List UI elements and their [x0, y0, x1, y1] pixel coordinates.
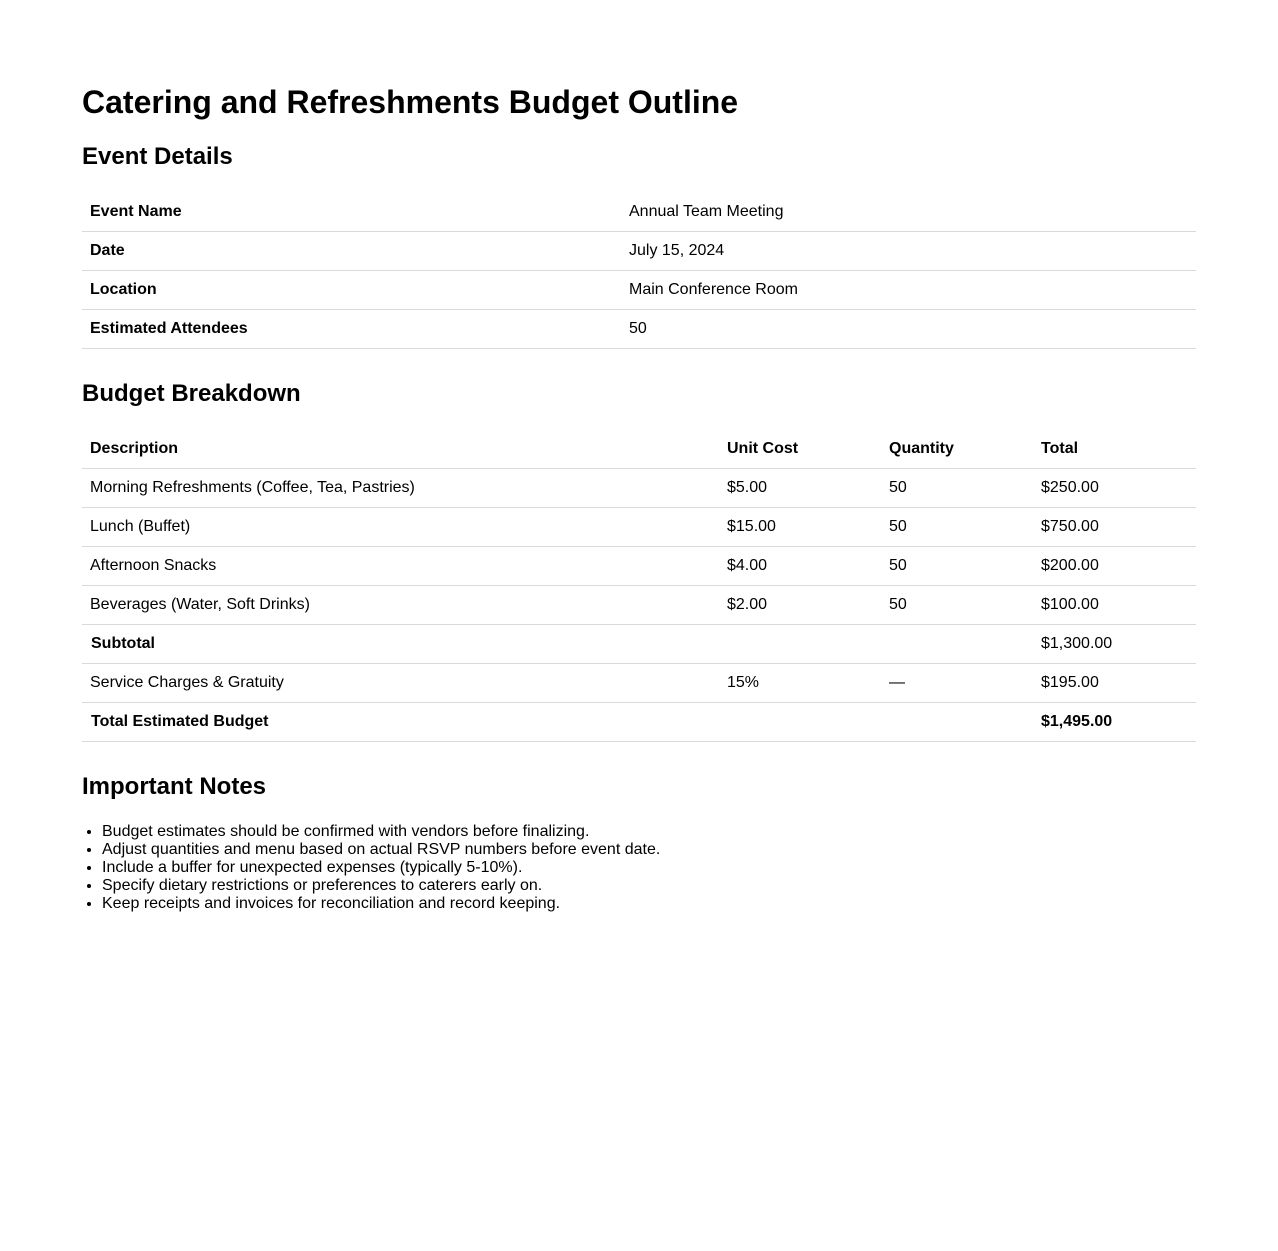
empty-cell: [719, 625, 881, 664]
service-unit-cost: 15%: [719, 664, 881, 703]
column-header-total: Total: [1033, 430, 1196, 469]
date-value: July 15, 2024: [621, 232, 1196, 271]
service-description: Service Charges & Gratuity: [82, 664, 719, 703]
event-details-table: [82, 193, 1196, 349]
event-details-heading: Event Details: [82, 143, 233, 170]
empty-cell: [719, 703, 881, 742]
item-total: $100.00: [1033, 586, 1196, 625]
subtotal-label: Subtotal: [82, 625, 719, 664]
item-unit-cost: $4.00: [719, 547, 881, 586]
location-label: Location: [82, 271, 621, 310]
subtotal-value: $1,300.00: [1033, 625, 1196, 664]
notes-list: [82, 823, 1196, 913]
empty-cell: [881, 625, 1033, 664]
item-total: $250.00: [1033, 469, 1196, 508]
event-name-label: Event Name: [82, 193, 621, 232]
table-row: [82, 232, 1196, 271]
item-quantity: 50: [881, 586, 1033, 625]
list-item: • Keep receipts and invoices for reconciliation and record keeping.: [102, 895, 1196, 913]
important-notes-heading: Important Notes: [82, 773, 267, 800]
attendees-label: Estimated Attendees: [82, 310, 621, 349]
service-charge-row: [82, 664, 1196, 703]
grand-total-value: $1,495.00: [1033, 703, 1196, 742]
service-total: $195.00: [1033, 664, 1196, 703]
item-total: $750.00: [1033, 508, 1196, 547]
subtotal-row: [82, 625, 1196, 664]
list-item: • Budget estimates should be confirmed with vendors before finalizing.: [102, 823, 1196, 841]
location-value: Main Conference Room: [621, 271, 1196, 310]
column-header-quantity: Quantity: [881, 430, 1033, 469]
table-row: [82, 508, 1196, 547]
item-unit-cost: $15.00: [719, 508, 881, 547]
service-quantity: —: [881, 664, 1033, 703]
item-quantity: 50: [881, 469, 1033, 508]
grand-total-label: Total Estimated Budget: [82, 703, 719, 742]
item-quantity: 50: [881, 547, 1033, 586]
table-row: [82, 586, 1196, 625]
table-row: [82, 271, 1196, 310]
date-label: Date: [82, 232, 621, 271]
column-header-description: Description: [82, 430, 719, 469]
item-description: Beverages (Water, Soft Drinks): [82, 586, 719, 625]
attendees-value: 50: [621, 310, 1196, 349]
list-item: • Include a buffer for unexpected expenses (typically 5-10%).: [102, 859, 1196, 877]
table-row: [82, 193, 1196, 232]
grand-total-row: [82, 703, 1196, 742]
table-row: [82, 310, 1196, 349]
item-unit-cost: $2.00: [719, 586, 881, 625]
item-unit-cost: $5.00: [719, 469, 881, 508]
table-header-row: [82, 430, 1196, 469]
item-description: Lunch (Buffet): [82, 508, 719, 547]
column-header-unit-cost: Unit Cost: [719, 430, 881, 469]
list-item: • Adjust quantities and menu based on actual RSVP numbers before event date.: [102, 841, 1196, 859]
budget-table: [82, 430, 1196, 742]
empty-cell: [881, 703, 1033, 742]
table-row: [82, 547, 1196, 586]
budget-breakdown-heading: Budget Breakdown: [82, 380, 301, 407]
page-title: Catering and Refreshments Budget Outline: [82, 84, 739, 120]
item-quantity: 50: [881, 508, 1033, 547]
table-row: [82, 469, 1196, 508]
item-total: $200.00: [1033, 547, 1196, 586]
event-name-value: Annual Team Meeting: [621, 193, 1196, 232]
item-description: Morning Refreshments (Coffee, Tea, Pastries): [82, 469, 719, 508]
list-item: • Specify dietary restrictions or preferences to caterers early on.: [102, 877, 1196, 895]
item-description: Afternoon Snacks: [82, 547, 719, 586]
